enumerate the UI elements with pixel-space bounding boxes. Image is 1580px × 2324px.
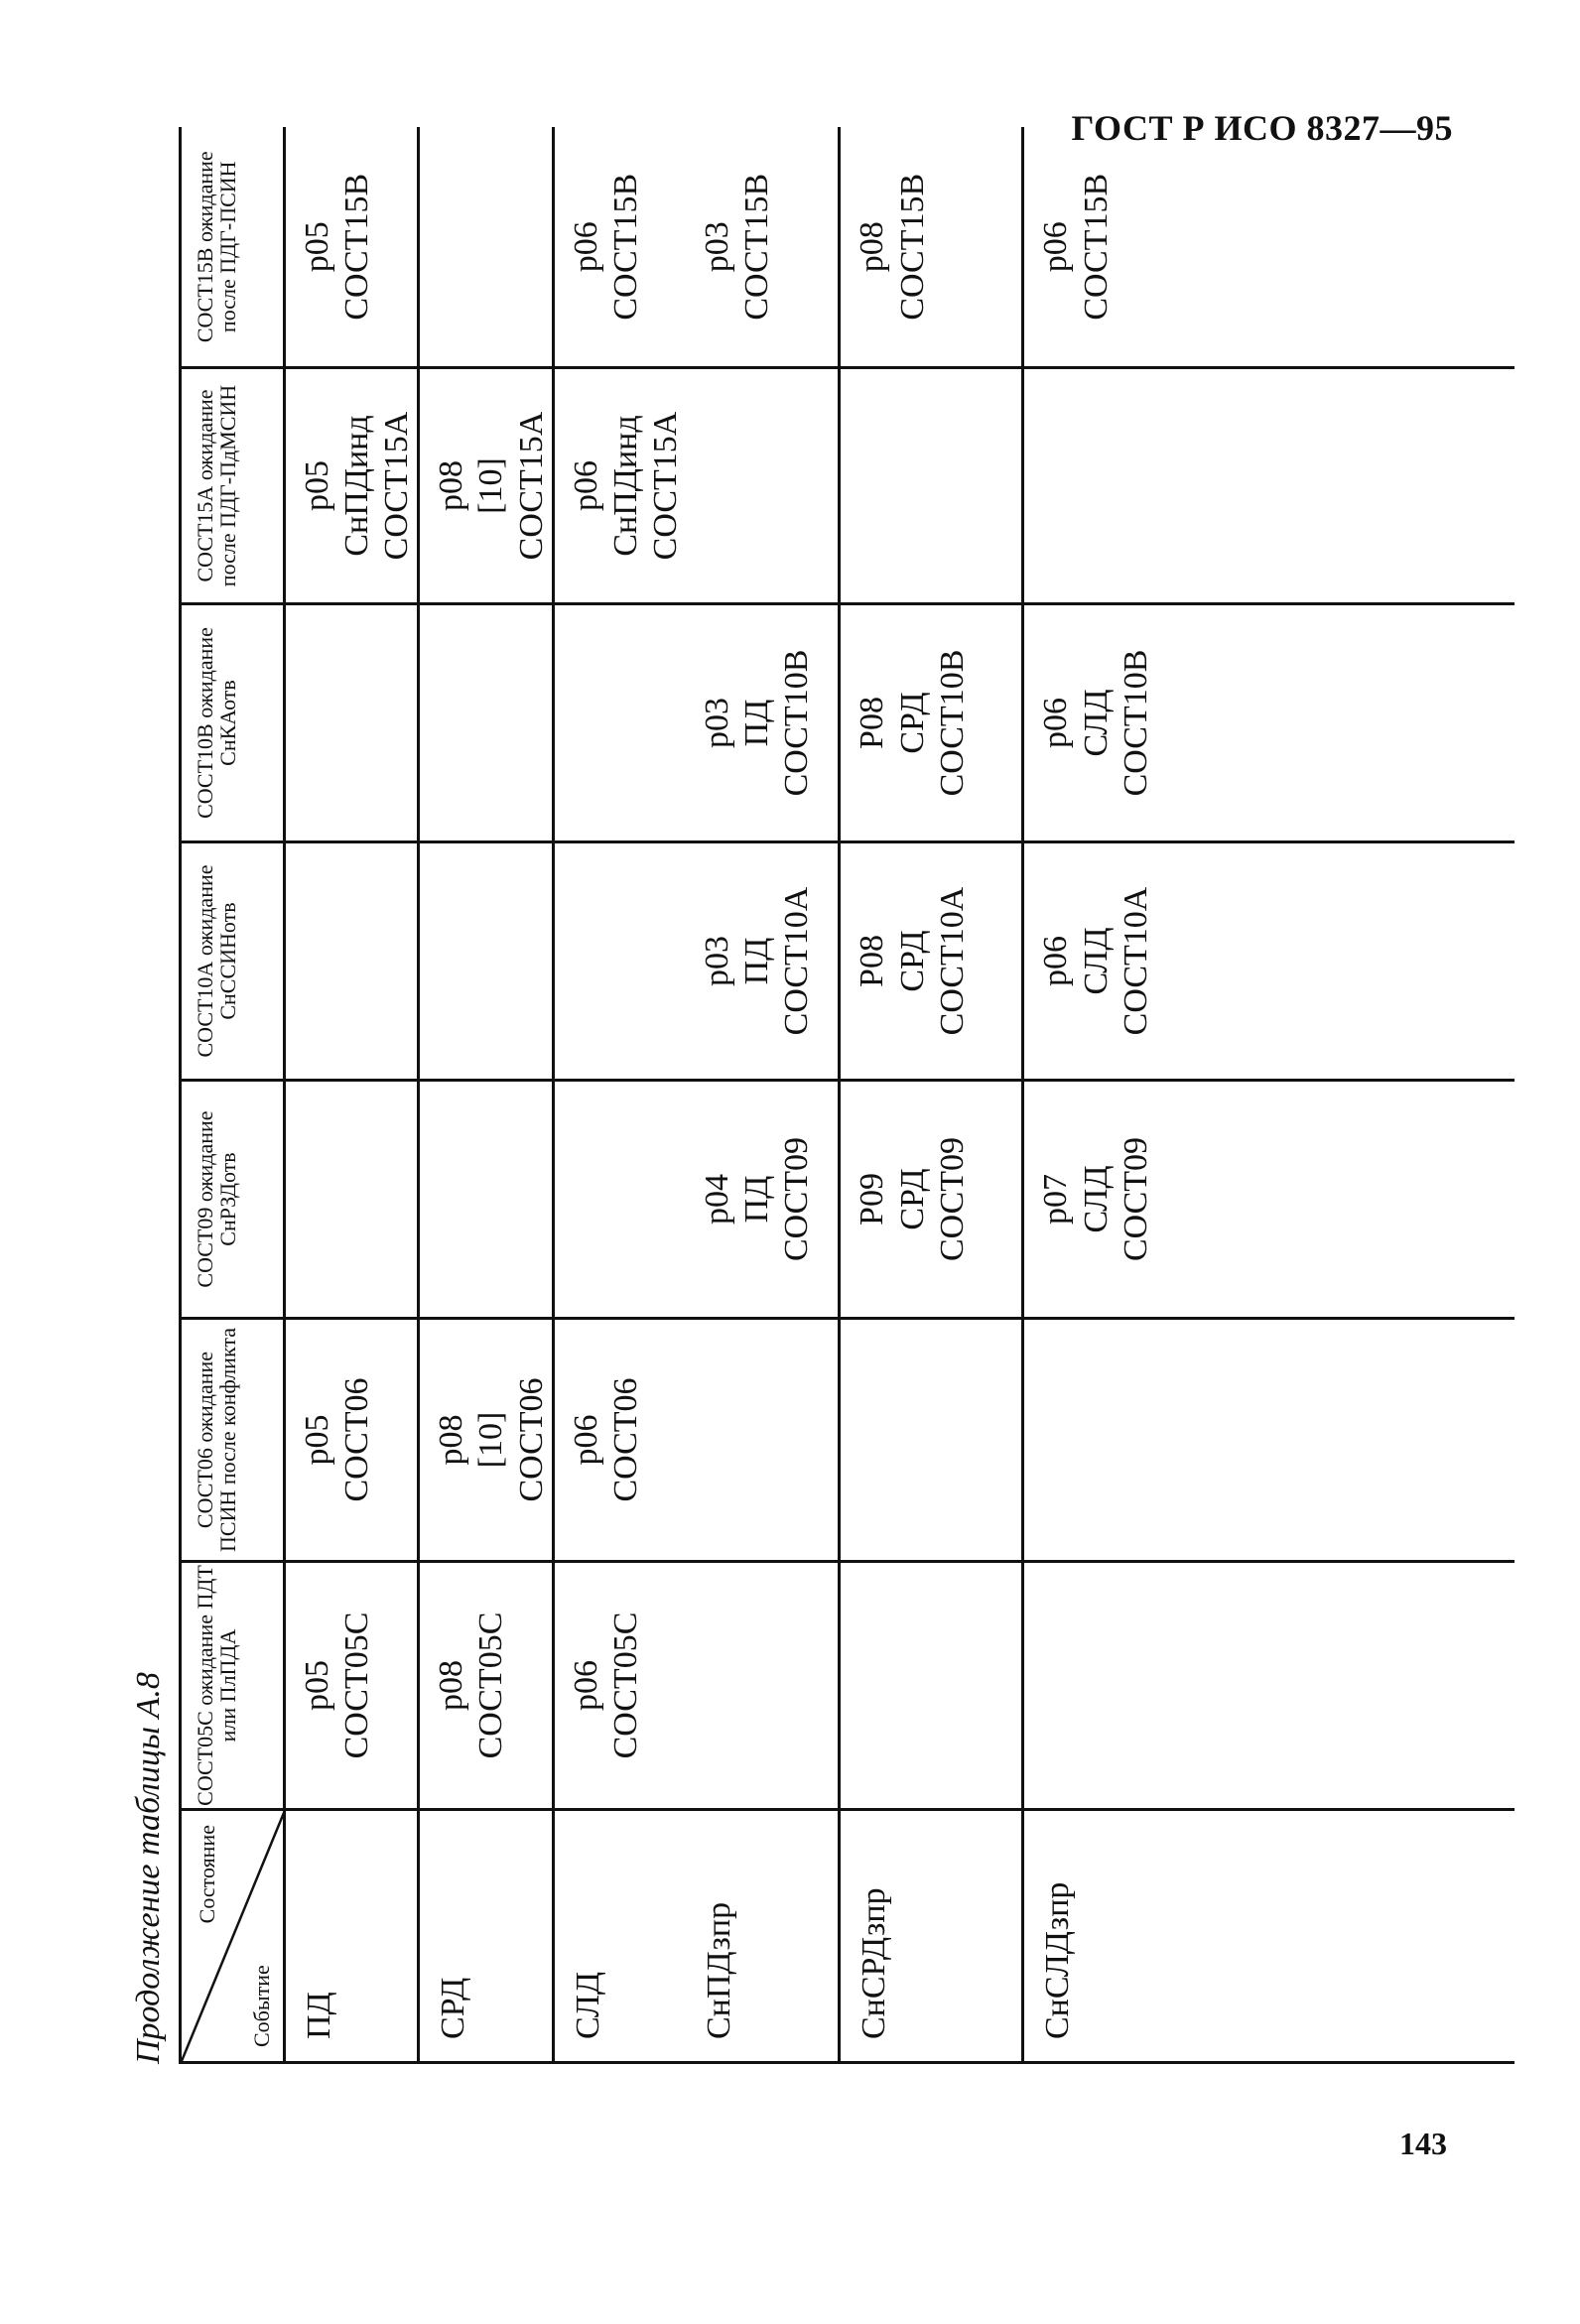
table-cell (840, 1081, 1023, 1319)
row-event-label: СРД (419, 1810, 553, 2063)
cell-line: ПД (738, 699, 776, 747)
table-cell (285, 1081, 419, 1319)
table-cell (553, 1081, 686, 1319)
table-cell (1023, 1562, 1514, 1810)
cell-line: СОСТ09 (1117, 1136, 1154, 1262)
cell-line: СОСТ15В (606, 173, 644, 321)
table-cell (419, 842, 553, 1081)
table-cell (419, 368, 553, 604)
cell-line: СнПДинд (606, 415, 644, 557)
rotated-table-block (119, 129, 1389, 2064)
column-header: СОСТ15В ожидание после ПДГ-ПСИН (181, 128, 285, 368)
table-row (1023, 128, 1514, 2063)
table-cell (686, 128, 840, 368)
cell-line: СЛД (1077, 689, 1115, 757)
cell-line: СнПДинд (338, 415, 376, 557)
column-header: СОСТ10В ожидание СнКАотв (181, 604, 285, 842)
cell-line: p06 (567, 1660, 604, 1711)
table-cell (840, 368, 1023, 604)
cell-line: СЛД (1077, 927, 1115, 995)
table-cell (1023, 1319, 1514, 1562)
cell-line: СОСТ15В (738, 173, 776, 321)
column-header: СОСТ15А ожидание после ПДГ-ПдМСИН (181, 368, 285, 604)
table-cell (285, 842, 419, 1081)
cell-line: СОСТ10А (1117, 886, 1154, 1036)
table-row (686, 128, 840, 2063)
cell-line: СРД (893, 930, 931, 992)
table-cell (285, 368, 419, 604)
table-cell (553, 604, 686, 842)
column-header: СОСТ06 ожидание ПСИН после конфликта (181, 1319, 285, 1562)
table-cell (840, 604, 1023, 842)
corner-state-label: Состояние (195, 1825, 219, 1924)
table-cell (553, 1319, 686, 1562)
cell-line: p03 (698, 698, 735, 748)
cell-line: СОСТ15В (338, 173, 376, 321)
cell-line: p08 (433, 460, 470, 511)
table-cell (1023, 368, 1514, 604)
cell-line: p06 (567, 460, 604, 511)
cell-line: P08 (854, 697, 891, 749)
cell-line: p03 (698, 221, 735, 273)
column-header: СОСТ05С ожидание ПДТ или ПлПДА (181, 1562, 285, 1810)
cell-line: СОСТ10В (1117, 649, 1154, 797)
table-cell (419, 1319, 553, 1562)
cell-line: p06 (1037, 936, 1075, 986)
table-cell (419, 128, 553, 368)
cell-line: СОСТ05С (338, 1612, 376, 1759)
cell-line: p04 (698, 1174, 735, 1225)
cell-line: ПД (738, 937, 776, 985)
cell-line: p08 (433, 1660, 470, 1711)
table-cell (840, 1562, 1023, 1810)
column-header: СОСТ10А ожидание СнССИНотв (181, 842, 285, 1081)
cell-line: p06 (567, 1414, 604, 1466)
table-cell (553, 842, 686, 1081)
cell-line: P08 (854, 935, 891, 987)
column-header: СОСТ09 ожидание СнРЗДотв (181, 1081, 285, 1319)
table-cell (553, 368, 686, 604)
cell-line: СОСТ06 (338, 1377, 376, 1502)
cell-line: СОСТ06 (512, 1377, 550, 1502)
cell-line: СЛД (1077, 1165, 1115, 1233)
cell-line: p08 (433, 1414, 470, 1466)
cell-line: p05 (299, 1414, 335, 1466)
cell-line: СОСТ15А (512, 411, 550, 561)
cell-line: p08 (854, 221, 891, 273)
row-event-label: СЛД (553, 1810, 686, 2063)
cell-line: СОСТ15А (646, 411, 684, 561)
table-cell (419, 604, 553, 842)
cell-line: СОСТ09 (778, 1136, 816, 1262)
corner-event-label: Событие (248, 1965, 274, 2047)
table-cell (553, 128, 686, 368)
cell-line: p05 (299, 221, 335, 273)
cell-line: СРД (893, 692, 931, 754)
cell-line: СОСТ10А (933, 886, 971, 1036)
cell-line: p05 (299, 1660, 335, 1711)
table-row (419, 128, 553, 2063)
cell-line: p06 (567, 221, 604, 273)
table-caption: Продолжение таблицы А.8 (130, 1672, 167, 2064)
cell-line: p07 (1037, 1174, 1075, 1225)
table-cell (285, 1319, 419, 1562)
table-cell (686, 1319, 840, 1562)
cell-line: p03 (698, 936, 735, 986)
cell-line: p06 (1037, 698, 1075, 748)
table-cell (419, 1562, 553, 1810)
table-cell (419, 1081, 553, 1319)
cell-line: СОСТ05С (472, 1612, 510, 1759)
table-cell (686, 842, 840, 1081)
cell-line: СОСТ10А (778, 886, 816, 1036)
table-cell (1023, 128, 1514, 368)
cell-line: СОСТ15В (893, 173, 931, 321)
table-cell (285, 604, 419, 842)
table-cell (285, 1562, 419, 1810)
table-cell (1023, 1081, 1514, 1319)
cell-line: [10] (472, 457, 510, 514)
cell-line: СРД (893, 1168, 931, 1230)
table-cell (1023, 842, 1514, 1081)
document-number: ГОСТ Р ИСО 8327—95 (1071, 108, 1453, 148)
table-row (285, 128, 419, 2063)
cell-line: P09 (854, 1173, 891, 1226)
table-cell (1023, 604, 1514, 842)
cell-line: ПД (738, 1175, 776, 1224)
cell-line: p06 (1037, 221, 1075, 273)
cell-line: СОСТ15А (378, 411, 416, 561)
row-event-label: СнПДзпр (686, 1810, 840, 2063)
table-cell (840, 128, 1023, 368)
table-cell (840, 1319, 1023, 1562)
row-event-label: ПД (285, 1810, 419, 2063)
table-row (553, 128, 686, 2063)
table-cell (686, 368, 840, 604)
row-event-label: СнСЛДзпр (1023, 1810, 1514, 2063)
corner-cell (181, 1810, 285, 2063)
page-number: 143 (1399, 2126, 1447, 2161)
cell-line: СОСТ05С (606, 1612, 644, 1759)
table-cell (686, 1562, 840, 1810)
row-event-label: СнСРДзпр (840, 1810, 1023, 2063)
cell-line: p05 (299, 460, 335, 511)
cell-line: СОСТ09 (933, 1136, 971, 1262)
table-cell (840, 842, 1023, 1081)
table-cell (285, 128, 419, 368)
cell-line: СОСТ06 (606, 1377, 644, 1502)
cell-line: СОСТ10В (933, 649, 971, 797)
cell-line: СОСТ10В (778, 649, 816, 797)
table-cell (686, 1081, 840, 1319)
table-header-row (181, 128, 285, 2063)
table-cell (686, 604, 840, 842)
state-event-table (179, 128, 1514, 2065)
table-row (840, 128, 1023, 2063)
table-cell (553, 1562, 686, 1810)
cell-line: [10] (472, 1411, 510, 1469)
cell-line: СОСТ15В (1077, 173, 1115, 321)
